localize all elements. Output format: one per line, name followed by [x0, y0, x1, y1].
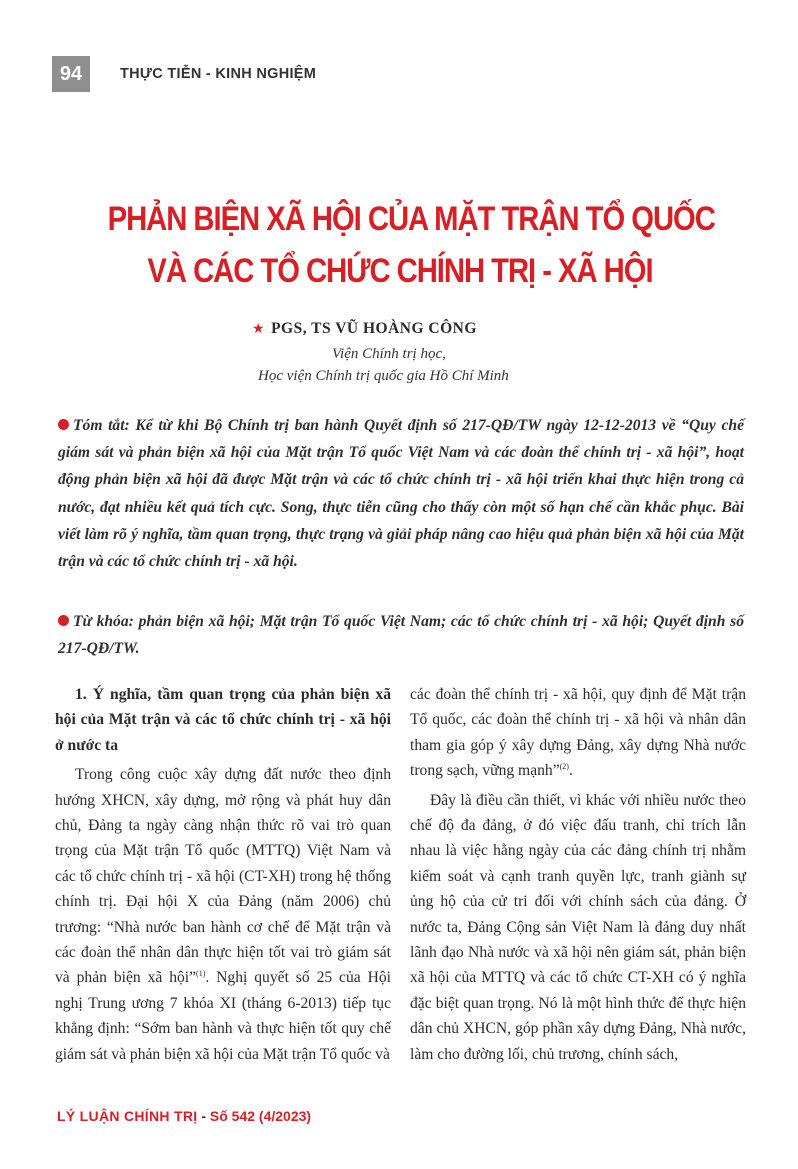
body-column-right	[410, 682, 746, 1067]
bullet-dot-icon	[58, 419, 69, 430]
journal-name: LÝ LUẬN CHÍNH TRỊ	[57, 1108, 198, 1124]
body-column-left	[55, 682, 391, 1067]
body-text: các đoàn thể chính trị - xã hội, quy định để Mặt trận Tổ quốc, các đoàn thể chính trị - xã hội và nhân dân tham gia góp ý xây dựng Đảng, xây dựng Nhà nước trong sạch, vững mạnh”	[410, 686, 746, 780]
author-affiliation-1: Viện Chính trị học,	[332, 346, 446, 362]
abstract-text: Tóm tắt: Kể từ khi Bộ Chính trị ban hành Quyết định số 217-QĐ/TW ngày 12-12-2013 về “Quy chế giám sát và phản biện xã hội của Mặt trận Tổ quốc Việt Nam và các đoàn thể chính trị - xã hội”, hoạt động phản biện xã hội đã được Mặt trận và các tổ chức chính trị - xã hội triển khai thực hiện trong cả nước, đạt nhiều kết quả tích cực. Song, thực tiễn cũng cho thấy còn một số hạn chế cần khắc phục. Bài viết làm rõ ý nghĩa, tầm quan trọng, thực trạng và giải pháp nâng cao hiệu quả phản biện xã hội của Mặt trận và các tổ chức chính trị - xã hội.	[58, 417, 744, 571]
keywords	[58, 608, 744, 662]
author-affiliation-2: Học viện Chính trị quốc gia Hồ Chí Minh	[258, 368, 509, 384]
abstract	[58, 412, 744, 575]
body-text: Trong công cuộc xây dựng đất nước theo định hướng XHCN, xây dựng, mở rộng và phát huy dân chủ, Đảng ta ngày càng nhận thức rõ vai trò quan trọng của Mặt trận Tổ quốc (MTTQ) Việt Nam và các tổ chức chính trị - xã hội (CT-XH) trong hệ thống chính trị. Đại hội X của Đảng (năm 2006) chủ trương: “Nhà nước ban hành cơ chế để Mặt trận và các đoàn thể nhân dân thực hiện tốt vai trò giám sát và phản biện xã hội”	[55, 766, 391, 987]
article-title-line-2: VÀ CÁC TỔ CHỨC CHÍNH TRỊ - XÃ HỘI	[147, 252, 653, 290]
footer-separator: -	[197, 1108, 210, 1124]
body-paragraph: các đoàn thể chính trị - xã hội, quy định để Mặt trận Tổ quốc, các đoàn thể chính trị - xã hội và nhân dân tham gia góp ý xây dựng Đảng, xây dựng Nhà nước trong sạch, vững mạnh”$^{(2)}$.	[410, 686, 746, 780]
body-paragraph: Đây là điều cần thiết, vì khác với nhiều nước theo chế độ đa đảng, ở đó việc đấu tranh, chỉ trích lẫn nhau là việc hằng ngày của các đảng chính trị nhằm kiểm soát và cạnh tranh quyền lực, tranh giành sự ủng hộ của cử tri đối với chính sách của đảng. Ở nước ta, Đảng Cộng sản Việt Nam là đảng duy nhất lãnh đạo Nhà nước và xã hội nên giám sát, phản biện xã hội của MTTQ và các tổ chức CT-XH có ý nghĩa đặc biệt quan trọng. Nó là một hình thức để thực hiện dân chủ XHCN, góp phần xây dựng Đảng, Nhà nước, làm cho đường lối, chủ trương, chính sách,	[410, 791, 746, 1063]
section-heading: 1. Ý nghĩa, tầm quan trọng của phản biện xã hội của Mặt trận và các tổ chức chính trị - xã hội ở nước ta	[55, 686, 391, 754]
author-line	[252, 320, 477, 338]
author-name: PGS, TS VŨ HOÀNG CÔNG	[271, 320, 477, 337]
journal-issue: Số 542 (4/2023)	[209, 1108, 312, 1124]
keywords-text: Từ khóa: phản biện xã hội; Mặt trận Tổ quốc Việt Nam; các tổ chức chính trị - xã hội; Quyết định số 217-QĐ/TW.	[58, 613, 744, 658]
article-title-line-1: PHẢN BIỆN XÃ HỘI CỦA MẶT TRẬN TỔ QUỐC	[107, 200, 715, 238]
body-text: . Nghị quyết số 25 của Hội nghị Trung ương 7 khóa XI (tháng 6-2013) tiếp tục khẳng định: “Sớm ban hành và thực hiện tốt quy chế giám sát và phản biện xã hội của Mặt trận Tổ quốc và	[55, 969, 391, 1063]
page-footer	[57, 1108, 311, 1124]
bullet-dot-icon	[58, 615, 69, 626]
section-label: THỰC TIỄN - KINH NGHIỆM	[120, 66, 317, 82]
footnote-marker: (1)	[196, 969, 206, 979]
star-icon: ★	[252, 321, 266, 337]
body-paragraph	[55, 762, 391, 1067]
footnote-marker: (2)	[559, 762, 569, 772]
page-number: 94	[52, 56, 90, 92]
